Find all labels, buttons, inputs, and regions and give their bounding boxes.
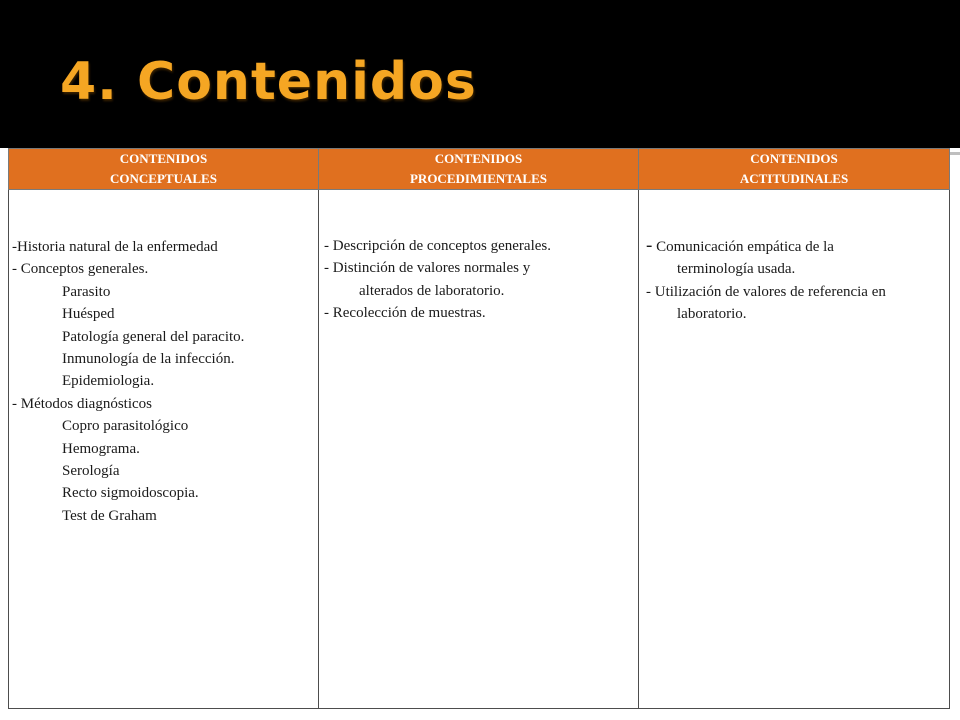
list-item-continuation: alterados de laboratorio. [359,282,505,299]
header-line: CONTENIDOS [750,151,838,166]
page-title: 4. Contenidos [60,52,477,112]
header-line: CONTENIDOS [119,151,208,166]
list-item [639,235,949,258]
list-subitem: Recto sigmoidoscopia. [62,485,199,502]
contents-table [8,148,950,709]
list-item: - Conceptos generales. [12,261,149,278]
list-subitem: Epidemiologia. [62,373,155,390]
list-subitem: Patología general del paracito. [62,328,245,345]
list-item: -Historia natural de la enfermedad [12,239,218,255]
list-subitem: Copro parasitológico [62,418,189,435]
list-subitem: Inmunología de la infección. [62,351,235,368]
list-subitem: Test de Graham [62,507,157,524]
list-item: - Distinción de valores normales y [324,260,531,277]
header-line: CONCEPTUALES [110,171,217,186]
list-item: - Descripción de conceptos generales. [324,238,551,254]
cell-procedimientales [319,190,639,709]
header-line: ACTITUDINALES [739,171,849,186]
item-text: Comunicación empática de la [656,239,834,255]
list-subitem: Hemograma. [62,440,140,457]
list-item: - Métodos diagnósticos [12,395,152,412]
header-actitudinales [639,149,950,190]
list-item-continuation: laboratorio. [677,306,747,323]
list-subitem: Parasito [62,283,111,300]
cell-actitudinales [639,190,950,709]
cell-conceptuales [9,190,319,709]
list-item: - Recolección de muestras. [324,305,486,322]
header-procedimientales [319,149,639,190]
item-dash: - [646,235,653,256]
header-row [9,149,950,190]
list-subitem: Huésped [62,306,115,323]
list-item: - Utilización de valores de referencia en [646,283,886,300]
header-line: PROCEDIMIENTALES [409,171,547,186]
header-conceptuales [9,149,319,190]
body-row [9,190,950,709]
header-line: CONTENIDOS [434,151,523,166]
title-band [0,0,960,148]
list-subitem: Serología [62,463,120,480]
list-item-continuation: terminología usada. [677,261,796,278]
